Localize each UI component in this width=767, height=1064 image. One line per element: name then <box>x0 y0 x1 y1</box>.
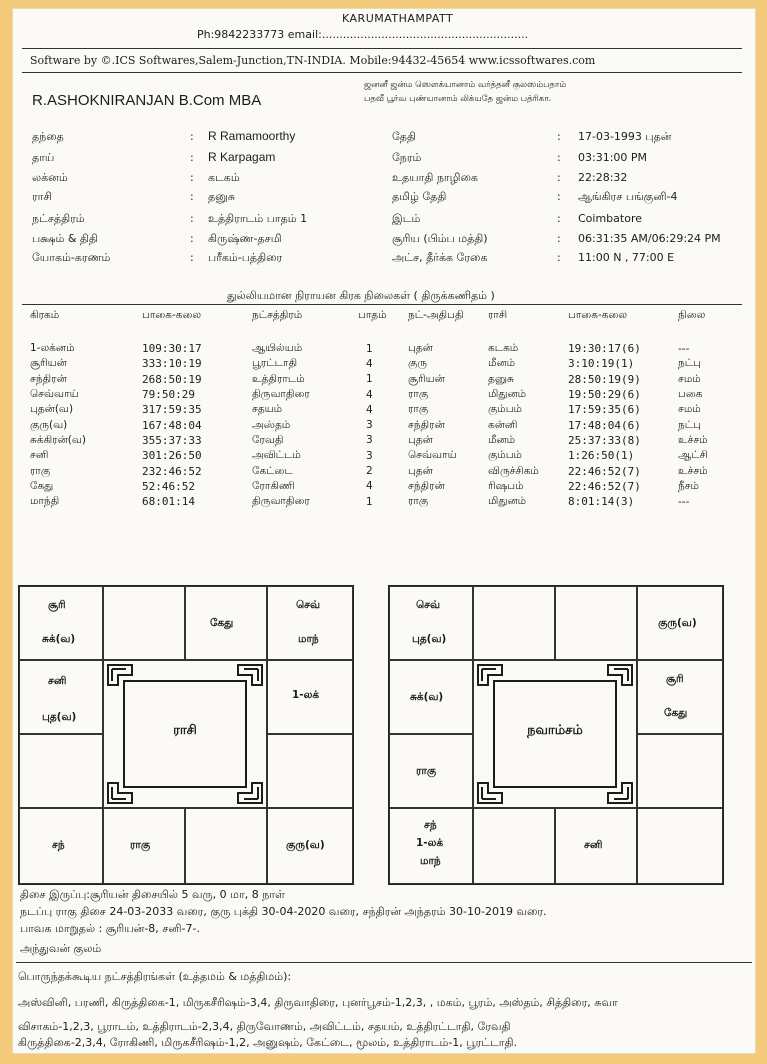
star-lord: புதன் <box>408 433 433 446</box>
motto-line-1: ஜனனீ ஜன்ம ஸௌக்யானாம் வர்த்தனீ குலஸம்பதாம் <box>364 80 567 90</box>
house-kataka <box>267 660 353 734</box>
colon: : <box>557 130 561 143</box>
dignity: நீசம் <box>678 479 699 492</box>
planet-label: ராகு <box>130 839 151 851</box>
colon: : <box>190 212 194 225</box>
sign-degree: 19:50:29(6) <box>568 388 641 402</box>
house-rishaba <box>555 586 637 660</box>
detail-label: இடம் <box>392 212 421 225</box>
planet-name: சூரியன் <box>30 357 67 370</box>
yoga-value: பரீகம்-பத்திரை <box>208 251 283 264</box>
sign: கும்பம் <box>488 403 522 416</box>
detail-label: பக்ஷம் & திதி <box>32 232 98 245</box>
paksha-value: கிருஷ்ண-தசமி <box>208 232 282 245</box>
pada: 3 <box>366 434 373 447</box>
planet-label: 1-லக் <box>292 689 320 701</box>
sign: மீனம் <box>488 433 516 446</box>
col-header: பாகை-கலை <box>142 309 202 321</box>
planet-label: சுக்(வ) <box>42 633 76 645</box>
pada: 3 <box>366 419 373 432</box>
sign-degree: 3:10:19(1) <box>568 357 635 371</box>
house-kumbha <box>389 660 473 734</box>
table-header-row <box>30 309 728 331</box>
sign: கன்னி <box>488 418 518 431</box>
planet-label: செவ் <box>416 599 441 611</box>
house-simha <box>637 734 723 808</box>
col-header: நிலை <box>678 309 706 321</box>
planet-label: சந் <box>52 839 65 851</box>
dignity: நட்பு <box>678 418 701 431</box>
lat-long-value: 11:00 N , 77:00 E <box>578 251 675 264</box>
navamsa-chart <box>388 585 724 885</box>
sign: கடகம் <box>488 342 519 355</box>
detail-label: நேரம் <box>392 151 422 164</box>
nakshatra: திருவாதிரை <box>252 388 310 401</box>
colon: : <box>557 190 561 203</box>
planet-name: செவ்வாய் <box>30 388 79 401</box>
sign-degree: 22:46:52(7) <box>568 464 641 478</box>
sign: மிதுனம் <box>488 495 527 508</box>
longitude: 232:46:52 <box>142 464 202 478</box>
house-mithuna <box>637 586 723 660</box>
udayadi-value: 22:28:32 <box>578 171 628 184</box>
colon: : <box>557 251 561 264</box>
planet-name: 1-லக்னம் <box>30 342 75 355</box>
dignity: நட்பு <box>678 357 701 370</box>
house-rishaba <box>185 586 267 660</box>
detail-label: அட்ச, தீர்க்க ரேகை <box>392 251 488 264</box>
nakshatra: திருவாதிரை <box>252 495 310 508</box>
detail-label: தேதி <box>392 130 416 143</box>
longitude: 317:59:35 <box>142 403 202 417</box>
sign-degree: 25:37:33(8) <box>568 433 641 447</box>
longitude: 79:50:29 <box>142 388 195 402</box>
longitude: 355:37:33 <box>142 433 202 447</box>
planet-name: ராகு <box>30 464 51 477</box>
house-mithuna <box>267 586 353 660</box>
longitude: 68:01:14 <box>142 495 195 509</box>
colon: : <box>557 151 561 164</box>
detail-label: ராசி <box>32 190 53 203</box>
house-makara <box>19 734 103 808</box>
time-value: 03:31:00 PM <box>578 151 648 164</box>
colon: : <box>557 232 561 245</box>
sign-degree: 8:01:14(3) <box>568 495 635 509</box>
pada: 4 <box>366 403 373 416</box>
dignity: சமம் <box>678 403 701 416</box>
house-thula <box>185 808 267 884</box>
house-vrischika <box>103 808 185 884</box>
divider <box>22 72 742 73</box>
nakshatra: அஸ்தம் <box>252 418 291 431</box>
pada: 3 <box>366 449 373 462</box>
table-row <box>30 448 728 463</box>
col-header: பாதம் <box>358 309 387 321</box>
planet-label: 1-லக் <box>416 837 444 849</box>
house-dhanus <box>19 808 103 884</box>
pada: 2 <box>366 465 373 478</box>
sign: தனுசு <box>488 372 514 385</box>
sign: விருச்சிகம் <box>488 464 539 477</box>
dignity: ஆட்சி <box>678 449 708 462</box>
planet-label: குரு(வ) <box>658 617 697 629</box>
detail-label: தமிழ் தேதி <box>392 190 447 203</box>
planet-label: கேது <box>664 707 688 719</box>
col-header: நட்-அதிபதி <box>408 309 464 321</box>
detail-label: யோகம்-கரணம் <box>32 251 111 264</box>
star-lord: சந்திரன் <box>408 418 445 431</box>
dignity: உச்சம் <box>678 464 708 477</box>
star-lord: குரு <box>408 357 428 370</box>
sign-degree: 17:59:35(6) <box>568 403 641 417</box>
detail-label: உதயாதி நாழிகை <box>392 171 478 184</box>
matching-title: பொருந்தக்கூடிய நட்சத்திரங்கள் (உத்தமம் & மத்திமம்): <box>18 970 292 983</box>
nakshatra: கேட்டை <box>252 464 293 477</box>
detail-label: சூரிய (பிம்ப மத்தி) <box>392 232 488 245</box>
divider <box>22 48 742 49</box>
planet-label: சூரி <box>666 673 684 685</box>
tamil-date-value: ஆங்கிரச பங்குனி-4 <box>578 190 678 203</box>
table-row <box>30 356 728 371</box>
planet-label: சனி <box>584 839 603 851</box>
nakshatra: சதயம் <box>252 403 283 416</box>
house-mesha <box>103 586 185 660</box>
detail-label: லக்னம் <box>32 171 68 184</box>
planet-name: கேது <box>30 479 54 492</box>
sign-degree: 1:26:50(1) <box>568 449 635 463</box>
star-lord: ராகு <box>408 403 429 416</box>
dignity: --- <box>678 495 690 508</box>
planet-label: ராகு <box>416 765 437 777</box>
navamsa-center <box>473 660 637 808</box>
navamsa-title: நவாம்சம் <box>527 723 583 738</box>
planet-label: மாந் <box>420 855 441 867</box>
dignity: --- <box>678 342 690 355</box>
colon: : <box>190 171 194 184</box>
longitude: 109:30:17 <box>142 342 202 356</box>
planet-label: சுக்(வ) <box>410 691 444 703</box>
dignity: சமம் <box>678 372 701 385</box>
planet-label: குரு(வ) <box>286 839 325 851</box>
pada: 4 <box>366 388 373 401</box>
planet-name: மாந்தி <box>30 495 60 508</box>
house-kumbha <box>19 660 103 734</box>
planet-label: கேது <box>210 617 234 629</box>
star-lord: ராகு <box>408 388 429 401</box>
col-header: கிரகம் <box>30 309 60 321</box>
pada: 1 <box>366 495 373 508</box>
col-header: பாகை-கலை <box>568 309 628 321</box>
planet-label: புத(வ) <box>42 711 77 723</box>
house-simha <box>267 734 353 808</box>
colon: : <box>190 190 194 203</box>
nakshatra: பூரட்டாதி <box>252 357 298 370</box>
dasa-balance: திசை இருப்பு:சூரியன் திசையில் 5 வரு, 0 மா, 8 நாள் <box>20 888 285 901</box>
table-row <box>30 463 728 478</box>
house-makara <box>389 734 473 808</box>
table-row <box>30 402 728 417</box>
table-row <box>30 433 728 448</box>
colon: : <box>557 212 561 225</box>
planet-name: சுக்கிரன்(வ) <box>30 433 87 446</box>
longitude: 333:10:19 <box>142 357 202 371</box>
star-lord: சூரியன் <box>408 372 445 385</box>
sign-degree: 19:30:17(6) <box>568 342 641 356</box>
father-name: R Ramamoorthy <box>208 129 296 143</box>
date-value: 17-03-1993 புதன் <box>578 130 672 143</box>
detail-label: தாய் <box>32 151 55 164</box>
nakshatra: ரேவதி <box>252 433 284 446</box>
table-row <box>30 494 728 509</box>
bhava-change: பாவக மாறுதல் : சூரியன்-8, சனி-7-. <box>20 922 200 935</box>
pada: 4 <box>366 480 373 493</box>
detail-label: தந்தை <box>32 130 64 143</box>
col-header: நட்சத்திரம் <box>252 309 303 321</box>
planet-name: சந்திரன் <box>30 372 67 385</box>
clan: அந்துவன் குலம் <box>20 942 102 955</box>
table-row <box>30 479 728 494</box>
pada: 1 <box>366 373 373 386</box>
house-thula <box>555 808 637 884</box>
star-lord: புதன் <box>408 464 433 477</box>
motto <box>364 78 566 106</box>
place-name: KARUMATHAMPATT <box>342 12 454 25</box>
pada: 1 <box>366 342 373 355</box>
sign-degree: 22:46:52(7) <box>568 479 641 493</box>
house-kataka <box>637 660 723 734</box>
place-value: Coimbatore <box>578 212 642 225</box>
matching-line: அஸ்வினி, பரணி, கிருத்திகை-1, மிருகசீரிஷம்-3,4, திருவாதிரை, புனர்பூசம்-1,2,3, , மகம், பூரம், அஸ்தம், சித்திரை, சுவா <box>18 996 618 1009</box>
longitude: 167:48:04 <box>142 418 202 432</box>
nakshatra: அவிட்டம் <box>252 449 301 462</box>
house-meena <box>389 586 473 660</box>
house-kanni <box>637 808 723 884</box>
longitude: 301:26:50 <box>142 449 202 463</box>
planet-table-title: துல்லியமான நிராயன கிரக நிலைகள் ( திருக்கணிதம் ) <box>227 289 495 302</box>
col-header: ராசி <box>488 309 508 321</box>
longitude: 52:46:52 <box>142 479 195 493</box>
colon: : <box>190 151 194 164</box>
current-dasa: நடப்பு ராகு திசை 24-03-2033 வரை, குரு புக்தி 30-04-2020 வரை, சந்திரன் அந்தரம் 30-10-2019 வரை. <box>20 905 547 918</box>
star-lord: ராகு <box>408 495 429 508</box>
sign-degree: 17:48:04(6) <box>568 418 641 432</box>
detail-label: நட்சத்திரம் <box>32 212 85 225</box>
rasi-chart <box>18 585 354 885</box>
house-vrischika <box>473 808 555 884</box>
star-lord: புதன் <box>408 342 433 355</box>
dignity: உச்சம் <box>678 433 708 446</box>
table-row <box>30 341 728 356</box>
planet-name: புதன்(வ) <box>30 403 74 416</box>
phone-email: Ph:9842233773 email:........................................................... <box>197 28 529 41</box>
star-lord: செவ்வாய் <box>408 449 457 462</box>
star-value: உத்திராடம் பாதம் 1 <box>208 212 308 225</box>
horoscope-sheet <box>12 8 756 1054</box>
divider <box>16 962 752 963</box>
house-meena <box>19 586 103 660</box>
nakshatra: ரோகிணி <box>252 479 295 492</box>
matching-line: கிருத்திகை-2,3,4, ரோகிணி, மிருகசீரிஷம்-1,2, அனுஷம், கேட்டை, மூலம், உத்திராடம்-1, பூரட்டாதி. <box>18 1036 518 1049</box>
nakshatra: உத்திராடம் <box>252 372 305 385</box>
table-row <box>30 417 728 432</box>
rasi-center <box>103 660 267 808</box>
rasi-title: ராசி <box>173 723 197 738</box>
house-dhanus <box>389 808 473 884</box>
divider <box>22 304 742 305</box>
colon: : <box>190 232 194 245</box>
table-row <box>30 387 728 402</box>
planet-label: சந் <box>424 819 437 831</box>
planet-label: சனி <box>48 675 67 687</box>
matching-line: விசாகம்-1,2,3, பூராடம், உத்திராடம்-2,3,4, திருவோணம், அவிட்டம், சதயம், உத்திரட்டாதி, ரேவதி <box>18 1020 511 1033</box>
planet-label: செவ் <box>296 599 321 611</box>
sunrise-sunset-value: 06:31:35 AM/06:29:24 PM <box>578 232 721 245</box>
sign-degree: 28:50:19(9) <box>568 372 641 386</box>
native-name: R.ASHOKNIRANJAN B.Com MBA <box>32 92 262 109</box>
motto-line-2: பதவீ பூர்வ புண்யானாம் லிக்யதே ஜன்ம பத்ரிகா. <box>364 94 552 104</box>
software-credit: Software by ©.ICS Softwares,Salem-Junction,TN-INDIA. Mobile:94432-45654 www.icssoftwares.com <box>30 54 596 67</box>
sign: ரிஷபம் <box>488 479 524 492</box>
sign: மிதுனம் <box>488 388 527 401</box>
lagna-value: கடகம் <box>208 171 240 184</box>
mother-name: R Karpagam <box>208 150 276 164</box>
nakshatra: ஆயில்யம் <box>252 342 303 355</box>
pada: 4 <box>366 357 373 370</box>
planet-name: சனி <box>30 449 49 462</box>
sign: மீனம் <box>488 357 516 370</box>
planet-name: குரு(வ) <box>30 418 68 431</box>
planet-table <box>30 309 728 509</box>
table-row <box>30 372 728 387</box>
planet-label: மாந் <box>298 633 319 645</box>
planet-label: புத(வ) <box>412 633 447 645</box>
sign: கும்பம் <box>488 449 522 462</box>
house-mesha <box>473 586 555 660</box>
longitude: 268:50:19 <box>142 372 202 386</box>
colon: : <box>190 130 194 143</box>
colon: : <box>190 251 194 264</box>
colon: : <box>557 171 561 184</box>
house-kanni <box>267 808 353 884</box>
star-lord: சந்திரன் <box>408 479 445 492</box>
dignity: பகை <box>678 388 703 401</box>
rasi-value: தனுசு <box>208 190 236 203</box>
planet-label: சூரி <box>48 599 66 611</box>
